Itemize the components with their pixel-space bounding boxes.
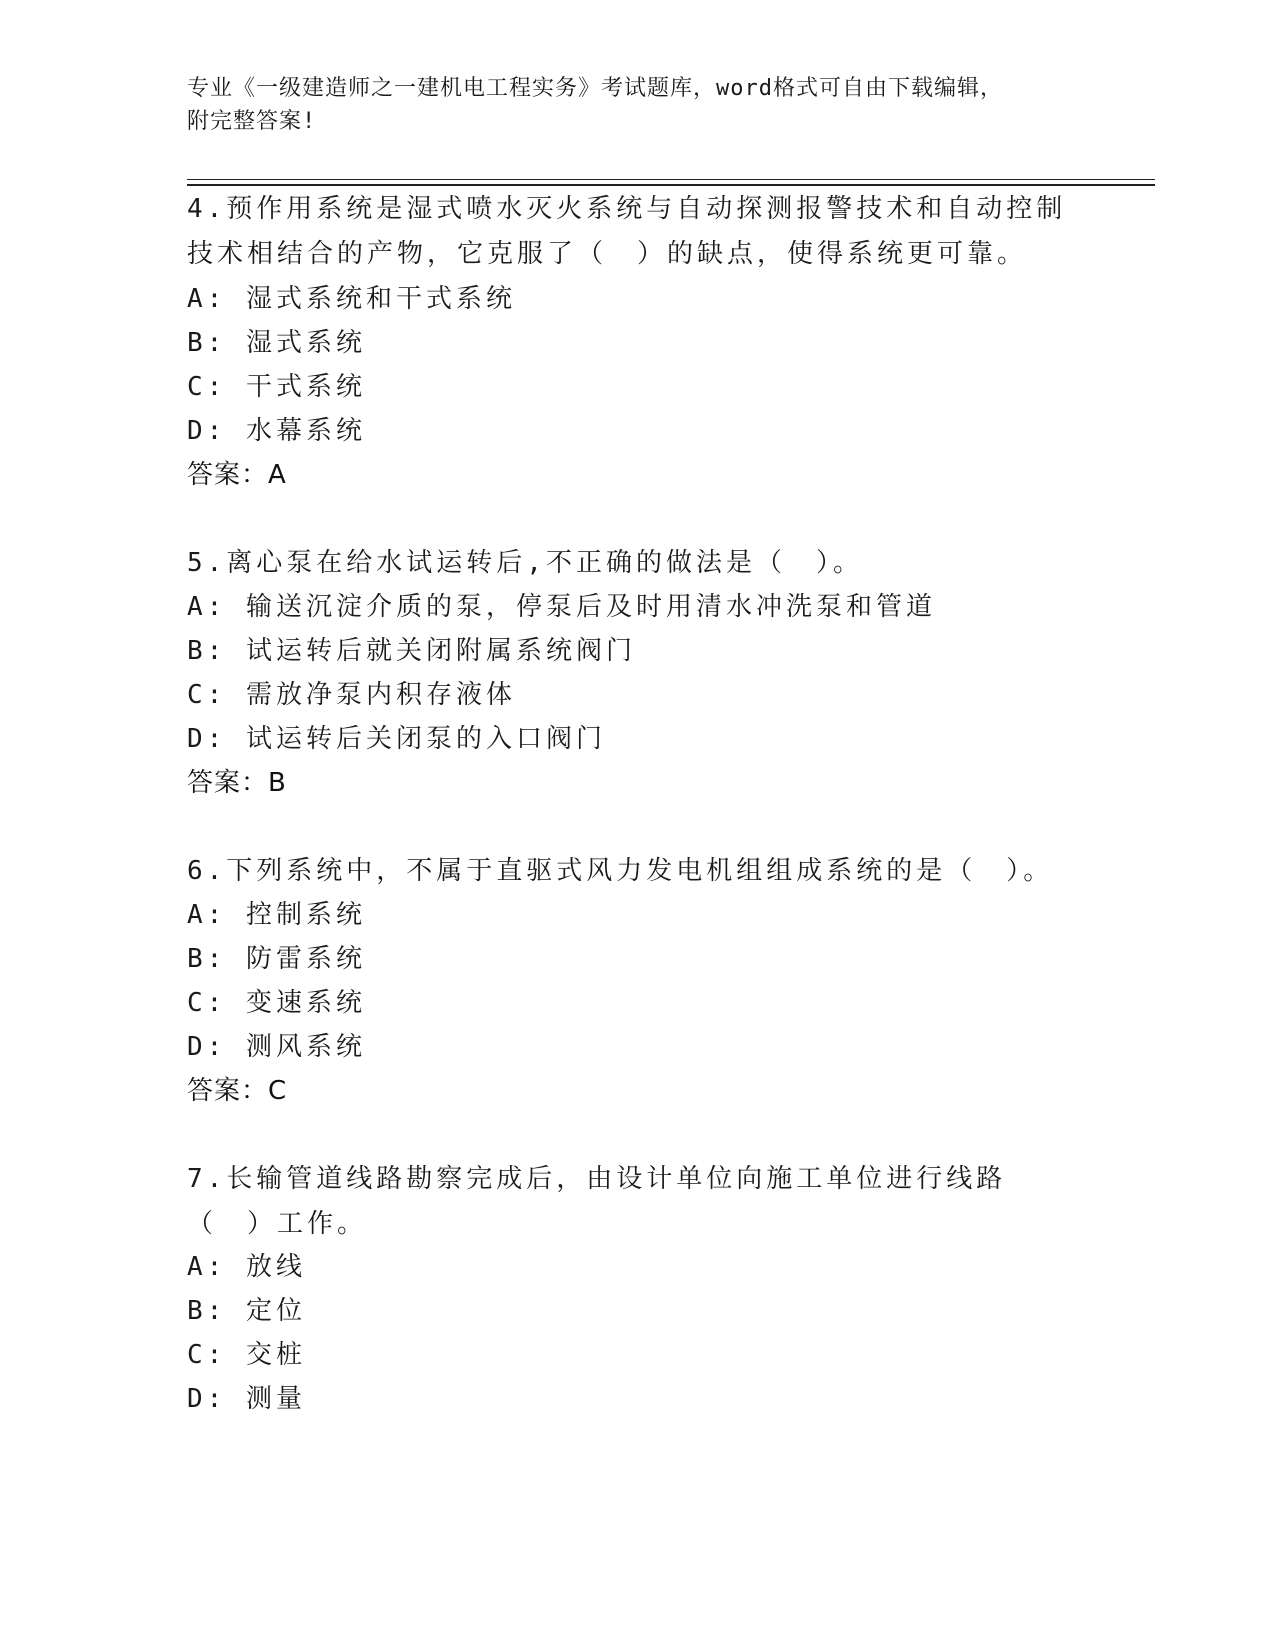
question-6-option-c: C: 变速系统 xyxy=(187,988,366,1018)
question-5-answer: 答案：B xyxy=(187,768,287,798)
header-line-1: 专业《一级建造师之一建机电工程实务》考试题库，word格式可自由下载编辑， xyxy=(187,76,1003,101)
question-4-option-c: C: 干式系统 xyxy=(187,372,366,402)
document-header xyxy=(187,72,1067,138)
question-4-text: 4.预作用系统是湿式喷水灭火系统与自动探测报警技术和自动控制技术相结合的产物，它克服了（ ）的缺点，使得系统更可靠。 xyxy=(187,194,1067,269)
question-4-option-b: B: 湿式系统 xyxy=(187,328,366,358)
question-7-option-d: D: 测量 xyxy=(187,1384,306,1414)
question-4-option-d: D: 水幕系统 xyxy=(187,416,366,446)
question-4-option-a: A: 湿式系统和干式系统 xyxy=(187,284,516,314)
question-6-option-d: D: 测风系统 xyxy=(187,1032,366,1062)
question-4-answer: 答案：A xyxy=(187,460,287,490)
question-5-option-c: C: 需放净泵内积存液体 xyxy=(187,680,516,710)
header-divider-thin xyxy=(187,179,1155,180)
question-5-option-b: B: 试运转后就关闭附属系统阀门 xyxy=(187,636,636,666)
question-5-option-a: A: 输送沉淀介质的泵，停泵后及时用清水冲洗泵和管道 xyxy=(187,592,936,622)
question-6-answer: 答案：C xyxy=(187,1076,288,1106)
question-6-option-a: A: 控制系统 xyxy=(187,900,366,930)
question-7-text: 7.长输管道线路勘察完成后，由设计单位向施工单位进行线路（ ）工作。 xyxy=(187,1164,1007,1239)
question-7-option-a: A: 放线 xyxy=(187,1252,306,1282)
header-line-2: 附完整答案! xyxy=(187,109,317,134)
question-5-text: 5.离心泵在给水试运转后,不正确的做法是（ ）。 xyxy=(187,548,863,578)
question-6-text: 6.下列系统中，不属于直驱式风力发电机组组成系统的是（ ）。 xyxy=(187,856,1054,886)
question-6-option-b: B: 防雷系统 xyxy=(187,944,366,974)
question-7-option-c: C: 交桩 xyxy=(187,1340,306,1370)
question-7-option-b: B: 定位 xyxy=(187,1296,306,1326)
header-divider-thick xyxy=(187,184,1155,186)
question-5-option-d: D: 试运转后关闭泵的入口阀门 xyxy=(187,724,606,754)
